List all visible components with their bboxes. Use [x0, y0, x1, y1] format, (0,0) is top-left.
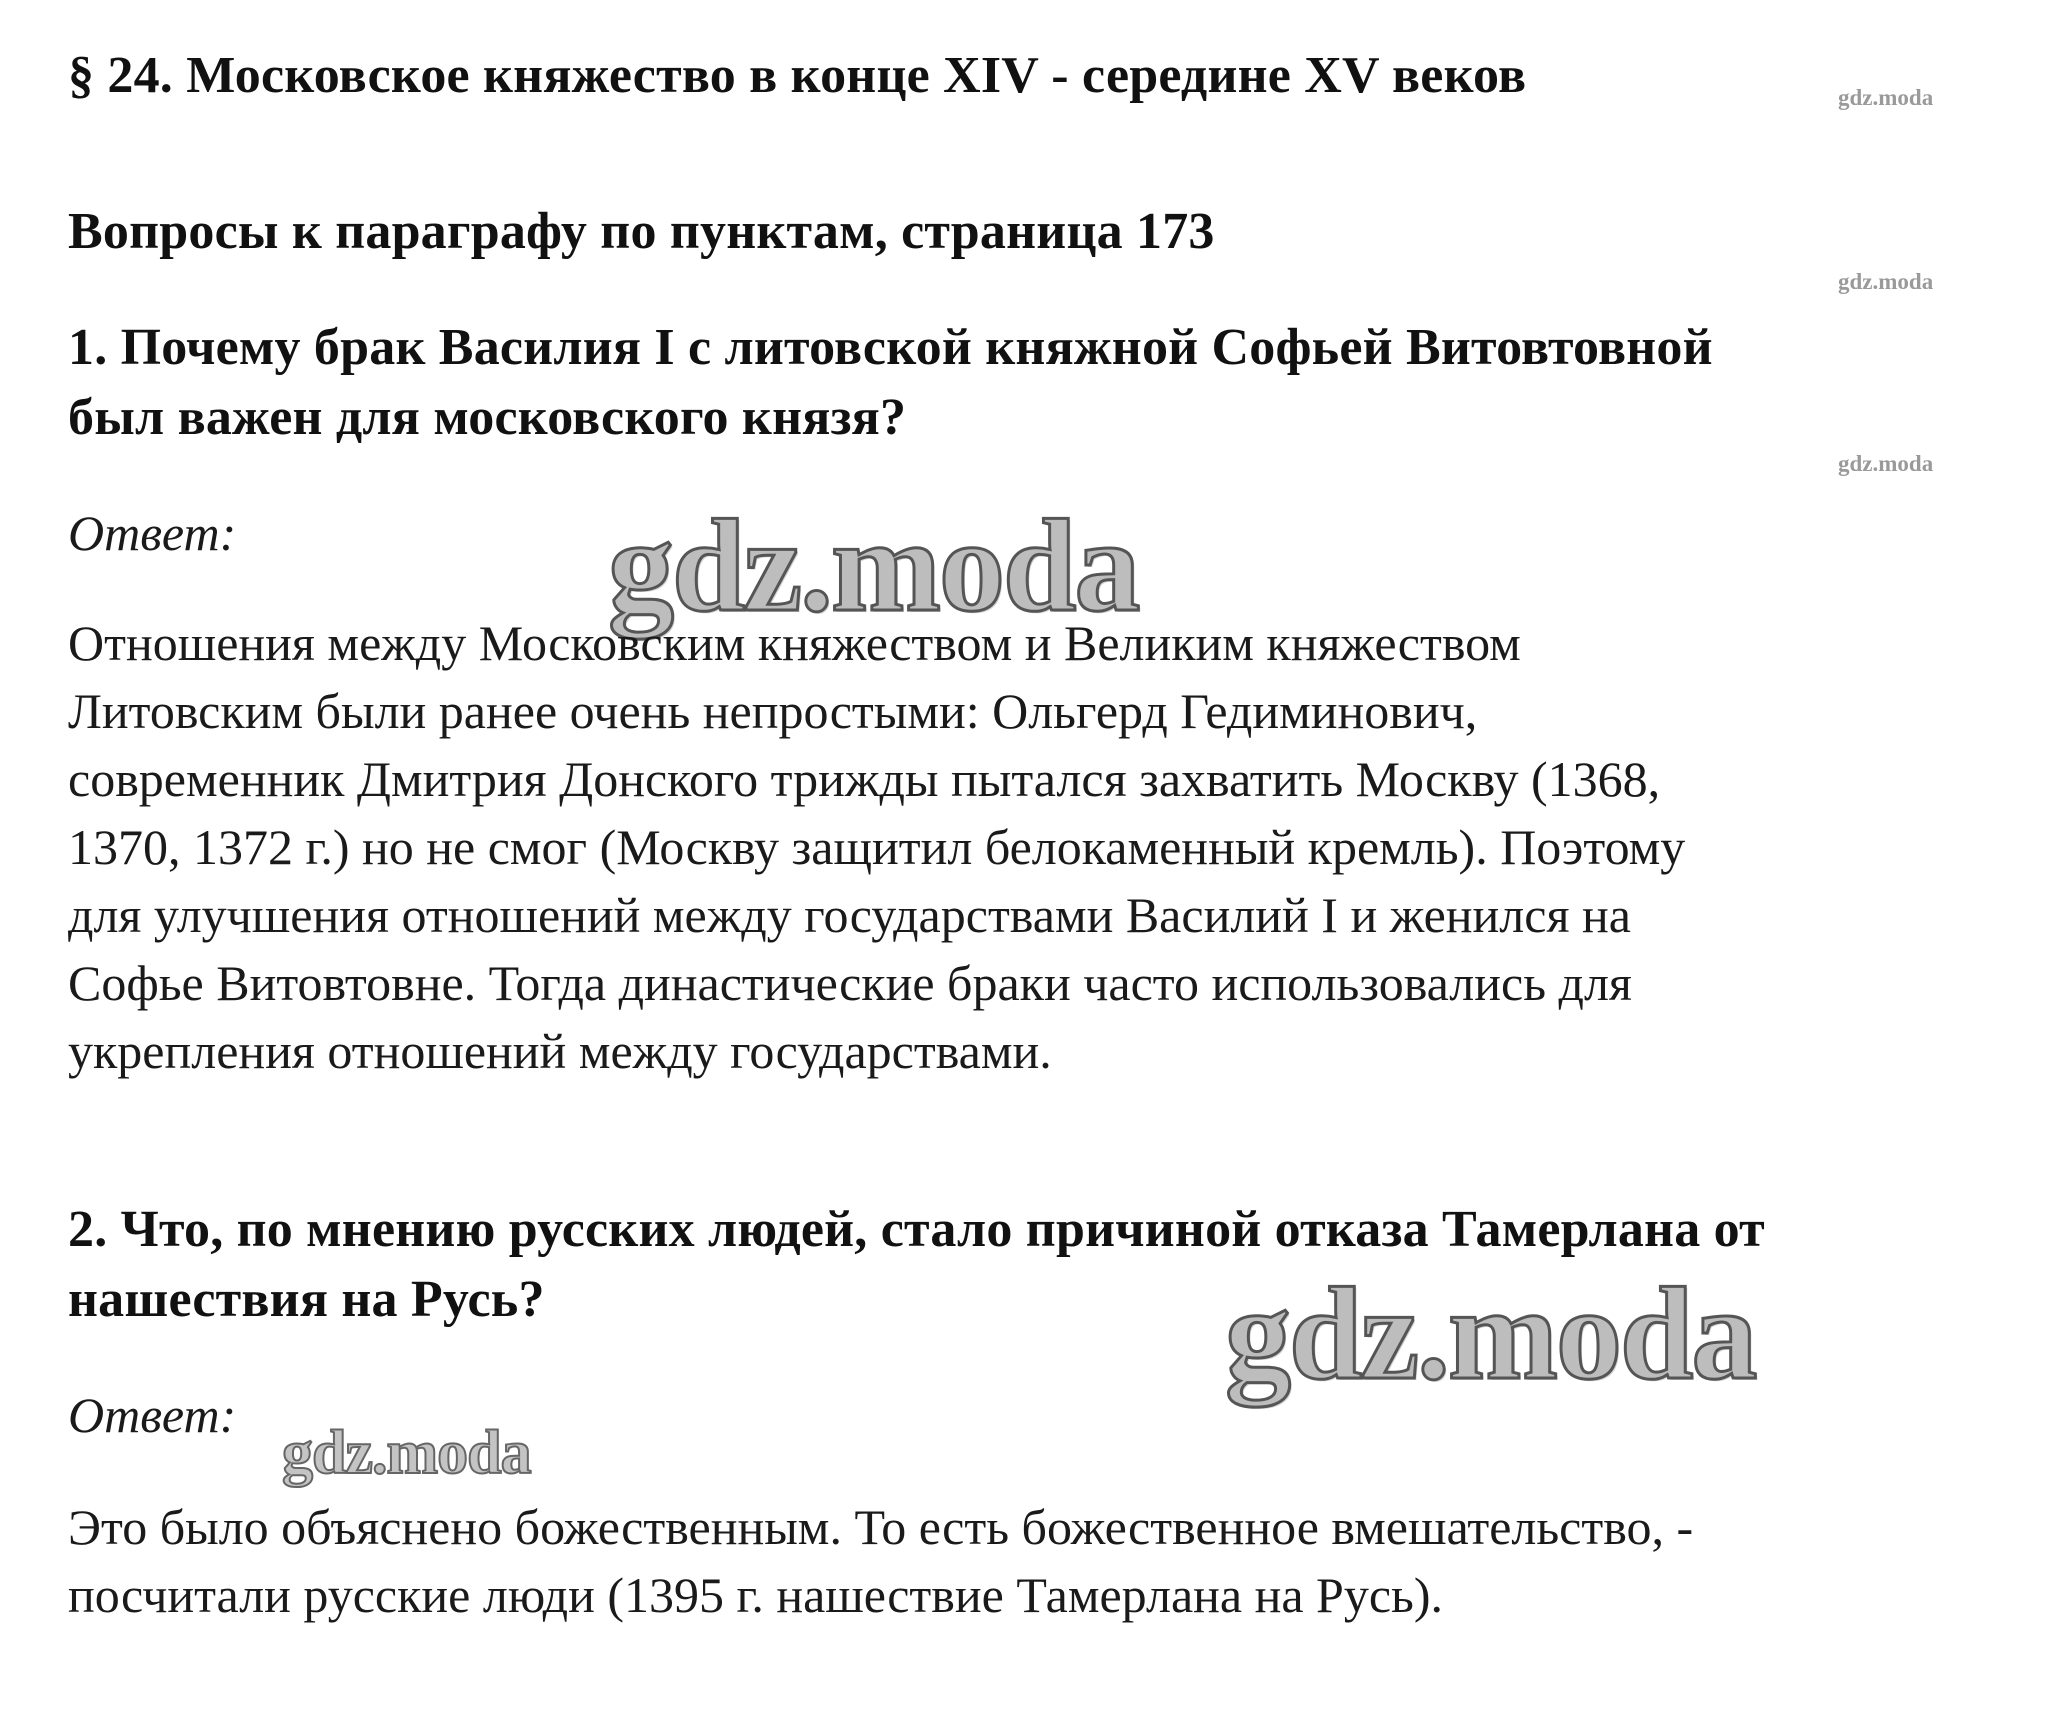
answer-1-line-2: Литовским были ранее очень непростыми: Ольгерд Гедиминович,	[68, 683, 1478, 739]
answer-1-line-6: Софье Витовтовне. Тогда династические браки часто использовались для	[68, 955, 1632, 1011]
answer-2-label: Ответ:	[68, 1387, 237, 1443]
watermark-small-1: gdz.moda	[1838, 85, 1934, 110]
answer-1-line-4: 1370, 1372 г.) но не смог (Москву защитил белокаменный кремль). Поэтому	[68, 819, 1686, 875]
watermark-small-3: gdz.moda	[1838, 451, 1934, 476]
answer-2-line-1: Это было объяснено божественным. То есть божественное вмешательство, -	[68, 1499, 1694, 1555]
watermark-large-2: gdz.moda	[1225, 1260, 1756, 1407]
answer-2-line-2: посчитали русские люди (1395 г. нашествие Тамерлана на Русь).	[68, 1567, 1443, 1623]
section-subtitle: Вопросы к параграфу по пунктам, страница 173	[68, 203, 1215, 260]
question-2-line-1: 2. Что, по мнению русских людей, стало причиной отказа Тамерлана от	[68, 1201, 1765, 1258]
watermark-large-1: gdz.moda	[608, 492, 1139, 639]
answer-1-label: Ответ:	[68, 505, 237, 561]
answer-1-line-1: Отношения между Московским княжеством и Великим княжеством	[68, 615, 1521, 671]
answer-1-line-3: современник Дмитрия Донского трижды пытался захватить Москву (1368,	[68, 751, 1661, 807]
answer-1-line-7: укрепления отношений между государствами.	[68, 1023, 1052, 1079]
question-1-line-1: 1. Почему брак Василия I с литовской княжной Софьей Витовтовной	[68, 319, 1713, 376]
page-title: § 24. Московское княжество в конце XIV - середине XV веков	[68, 47, 1527, 104]
question-1-line-2: был важен для московского князя?	[68, 389, 907, 446]
watermark-small-2: gdz.moda	[1838, 269, 1934, 294]
question-2-line-2: нашествия на Русь?	[68, 1271, 545, 1328]
watermark-medium: gdz.moda	[282, 1419, 531, 1487]
answer-1-line-5: для улучшения отношений между государствами Василий I и женился на	[68, 887, 1631, 943]
